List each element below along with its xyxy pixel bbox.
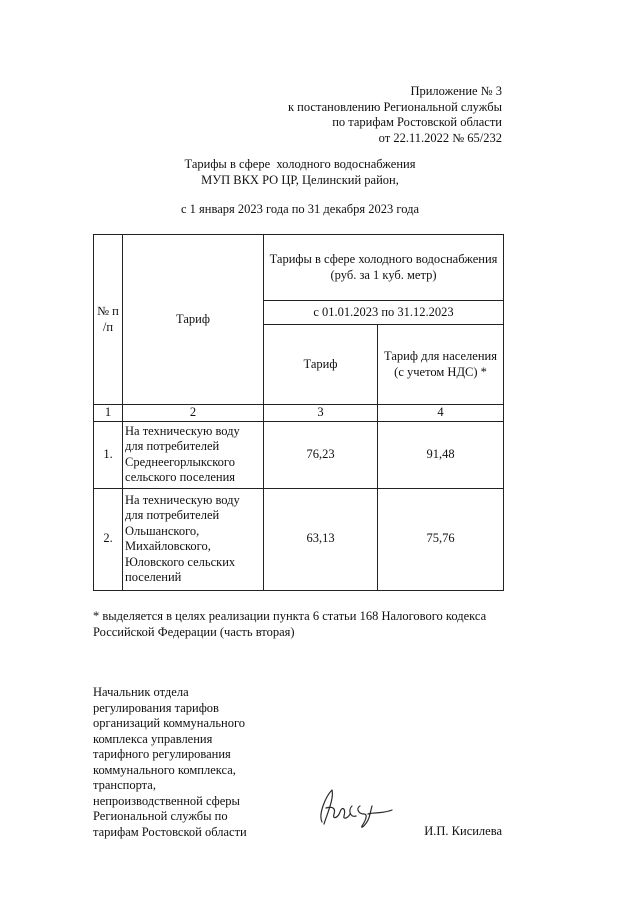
signer-name: И.П. Кисилева — [424, 824, 502, 838]
table-row — [94, 421, 504, 488]
row-tariff: 76,23 — [264, 421, 378, 488]
header-col-tariff: Тариф — [264, 325, 378, 405]
document-period: с 1 января 2023 года по 31 декабря 2023 года — [180, 202, 419, 216]
appendix-resolution: к постановлению Региональной службы — [287, 99, 502, 114]
appendix-authority: по тарифам Ростовской области — [332, 115, 502, 129]
tariff-table — [93, 234, 504, 591]
row-num: 2. — [94, 488, 123, 590]
appendix-header — [172, 84, 502, 146]
signer-position-line: Начальник отдела — [93, 685, 189, 699]
signer-position-line: тарифам Ростовской области — [93, 824, 247, 839]
appendix-date: от 22.11.2022 № 65/232 — [378, 130, 502, 145]
title-line-1: Тарифы в сфере холодного водоснабжения — [184, 157, 416, 171]
signer-position-line: коммунального комплекса, — [93, 762, 236, 777]
signer-position-line: непроизводственной сферы — [93, 793, 240, 808]
table-row — [94, 488, 504, 590]
row-description: На техническую воду для потребителей Ольшанского, Михайловского, Юловского сельских поселений — [123, 488, 264, 590]
footnote: * выделяется в целях реализации пункта 6 статьи 168 Налогового кодекса Российской Федерации (часть вторая) — [93, 609, 487, 639]
signer-position — [93, 685, 293, 840]
document-title — [150, 157, 450, 188]
header-group-title: Тарифы в сфере холодного водоснабжения (руб. за 1 куб. метр) — [264, 235, 504, 301]
signer-position-line: комплекса управления — [93, 731, 213, 746]
signer-position-line: транспорта, — [93, 778, 156, 792]
col-number-4: 4 — [378, 405, 504, 422]
column-number-row — [94, 405, 504, 422]
signer-position-line: организаций коммунального — [93, 716, 246, 730]
col-number-3: 3 — [264, 405, 378, 422]
appendix-number: Приложение № 3 — [410, 84, 502, 98]
handwritten-signature — [312, 784, 402, 834]
row-num: 1. — [94, 421, 123, 488]
header-tariff: Тариф — [123, 235, 264, 405]
header-col-population: Тариф для населения (с учетом НДС) * — [378, 325, 504, 405]
title-line-2: МУП ВКХ РО ЦР, Целинский район, — [201, 172, 399, 187]
signer-position-line: Региональной службы по — [93, 809, 228, 823]
row-population-tariff: 75,76 — [378, 488, 504, 590]
col-number-1: 1 — [94, 405, 123, 422]
row-tariff: 63,13 — [264, 488, 378, 590]
header-num: № п /п — [94, 235, 123, 405]
row-description: На техническую воду для потребителей Среднеегорлыкского сельского поселения — [123, 421, 264, 488]
signer-position-line: регулирования тарифов — [93, 700, 219, 715]
header-period: с 01.01.2023 по 31.12.2023 — [264, 301, 504, 325]
col-number-2: 2 — [123, 405, 264, 422]
row-population-tariff: 91,48 — [378, 421, 504, 488]
signer-position-line: тарифного регулирования — [93, 747, 231, 761]
